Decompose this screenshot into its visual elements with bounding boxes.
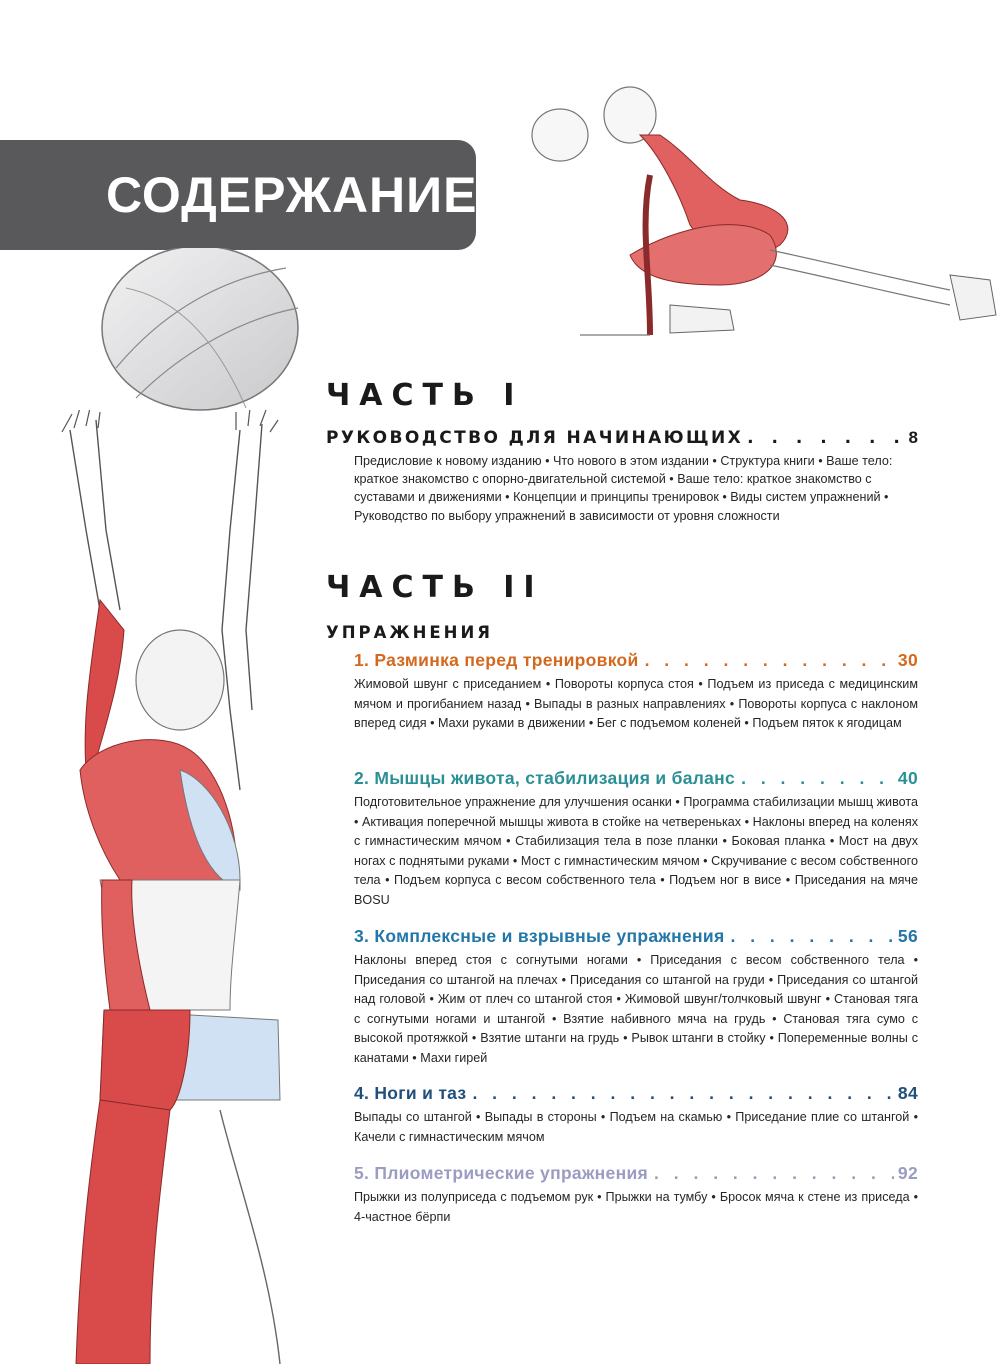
sprint-start-figure-illustration: [520, 75, 998, 365]
chapter-description: Подготовительное упражнение для улучшения осанки • Программа стабилизации мышц живота • Активация поперечной мышцы живота в стойке на четвереньках • Наклоны вперед на коленях с гимнастическим мячом • Стабилизация тела в позе планки • Боковая планка • Мост на двух ногах с поднятыми руками • Мост с гимнастическим мячом • Скручивание с весом собственного тела • Подъем корпуса с весом собственного тела • Подъем ног в висе • Приседания на мяче BOSU: [354, 795, 918, 907]
dot-leader: [747, 428, 904, 448]
chapter-page-number: 84: [897, 1083, 918, 1103]
part-1-section-entry[interactable]: [326, 428, 918, 448]
chapter-title: 2. Мышцы живота, стабилизация и баланс: [354, 768, 736, 788]
part-2-title: ЧАСТЬ II: [326, 570, 544, 605]
dot-leader: [645, 650, 894, 671]
medicine-ball-illustration: [96, 248, 306, 418]
part-1-description: Предисловие к новому изданию • Что нового в этом издании • Структура книги • Ваше тело: краткое знакомство с опорно-двигательной системой • Ваше тело: краткое знакомство с суставами и движениями • Концепции и принципы тренировок • Виды систем упражнений • Руководство по выбору упражнений в зависимости от уровня сложности: [354, 454, 893, 523]
chapter-page-number: 56: [897, 926, 918, 946]
chapter-description: Наклоны вперед стоя с согнутыми ногами • Приседания с весом собственного тела • Приседания со штангой на плечах • Приседания со штангой на груди • Приседания со штангой над головой • Жим от плеч со штангой стоя • Жимовой швунг/толчковый швунг • Становая тяга с согнутыми ногами и штангой • Взятие набивного мяча на грудь • Становая тяга сумо с высокой протяжкой • Взятие штанги на грудь • Рывок штанги в стойку • Попеременные волны с канатами • Махи гирей: [354, 953, 918, 1065]
dot-leader: [730, 926, 893, 947]
chapter-description: Жимовой швунг с приседанием • Повороты корпуса стоя • Подъем из приседа с медицинским мячом и прогибанием назад • Выпады в разных направлениях • Повороты корпуса с наклоном вперед сидя • Махи руками в движении • Бег с подъемом коленей • Подъем пяток к ягодицам: [354, 677, 918, 730]
chapter-5-entry[interactable]: [354, 1163, 918, 1227]
chapter-1-entry[interactable]: [354, 650, 918, 734]
dot-leader: [741, 768, 894, 789]
chapter-title: 5. Плиометрические упражнения: [354, 1163, 649, 1183]
chapter-title: 4. Ноги и таз: [354, 1083, 467, 1103]
chapter-title: 1. Разминка перед тренировкой: [354, 650, 639, 670]
chapter-description: Прыжки из полуприседа с подъемом рук • Прыжки на тумбу • Бросок мяча к стене из приседа • 4-частное бёрпи: [354, 1190, 918, 1224]
chapter-2-entry[interactable]: [354, 768, 918, 910]
page-title: СОДЕРЖАНИЕ: [106, 167, 478, 223]
part-1-title: ЧАСТЬ I: [326, 378, 524, 413]
chapter-page-number: 40: [897, 768, 918, 788]
title-banner: [0, 140, 476, 250]
chapter-page-number: 30: [897, 650, 918, 670]
chapter-4-entry[interactable]: [354, 1083, 918, 1147]
part-2-section-title: УПРАЖНЕНИЯ: [326, 623, 493, 642]
chapter-page-number: 92: [897, 1163, 918, 1183]
chapter-title: 3. Комплексные и взрывные упражнения: [354, 926, 725, 946]
chapter-3-entry[interactable]: [354, 926, 918, 1068]
dot-leader: [472, 1083, 893, 1104]
overhead-throw-figure-illustration: [40, 410, 340, 1364]
part-1-page-number: 8: [908, 428, 918, 447]
chapter-description: Выпады со штангой • Выпады в стороны • Подъем на скамью • Приседание плие со штангой • Качели с гимнастическим мячом: [354, 1110, 918, 1144]
part-1-section-title: РУКОВОДСТВО ДЛЯ НАЧИНАЮЩИХ: [326, 428, 744, 448]
dot-leader: [654, 1163, 894, 1184]
